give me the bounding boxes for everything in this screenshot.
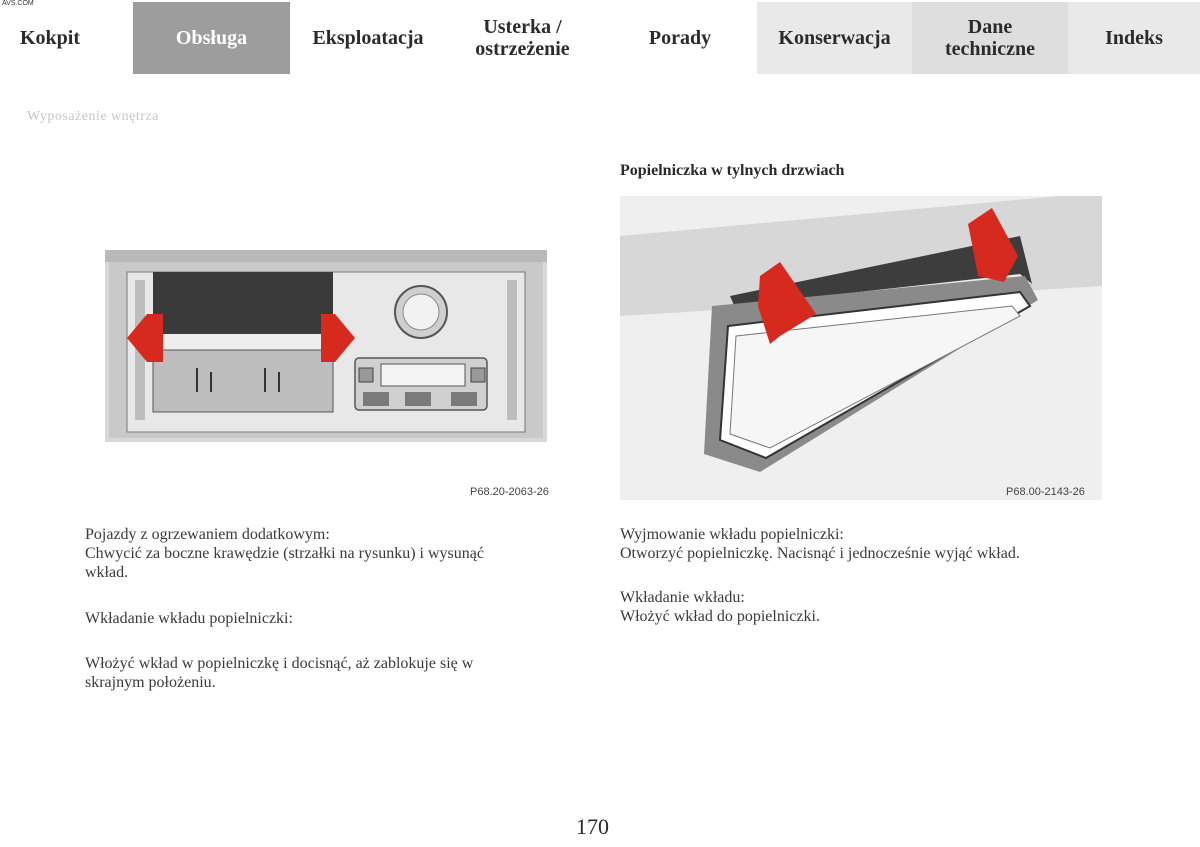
tab-usterka-ostrzezenie[interactable] xyxy=(455,2,590,74)
tab-dane-techniczne[interactable] xyxy=(912,2,1068,74)
figure-code-right: P68.00-2143-26 xyxy=(1006,486,1085,498)
right-p1-line1: Wyjmowanie wkładu popielniczki: xyxy=(620,526,844,543)
figure-front-ashtray xyxy=(105,250,547,442)
left-paragraph-2 xyxy=(85,609,555,628)
tab-label: Dane techniczne xyxy=(945,16,1035,60)
right-p1-line2: Otworzyć popielniczkę. Nacisnąć i jednocześnie wyjąć wkład. xyxy=(620,545,1020,562)
right-paragraph-2 xyxy=(620,588,1120,626)
left-paragraph-1 xyxy=(85,525,555,582)
page-number: 170 xyxy=(576,814,609,839)
right-paragraph-1 xyxy=(620,525,1120,563)
left-p1-line1: Pojazdy z ogrzewaniem dodatkowym: xyxy=(85,526,330,543)
tab-obsluga[interactable] xyxy=(133,2,290,74)
tab-eksploatacja[interactable] xyxy=(295,2,441,74)
tab-label: Konserwacja xyxy=(778,27,891,49)
tab-label: Eksploatacja xyxy=(312,27,424,49)
tab-porady[interactable] xyxy=(610,2,750,74)
tab-indeks[interactable] xyxy=(1068,2,1200,74)
left-p1-line3: wkład. xyxy=(85,564,129,581)
left-paragraph-3 xyxy=(85,654,555,692)
tab-kokpit[interactable] xyxy=(0,2,100,74)
left-p3-line2: skrajnym położeniu. xyxy=(85,674,216,691)
section-title: Wyposażenie wnętrza xyxy=(27,109,159,124)
figure-code-left: P68.20-2063-26 xyxy=(470,486,549,498)
tab-konserwacja[interactable] xyxy=(757,2,912,74)
tab-label: Indeks xyxy=(1105,27,1163,49)
left-p1-line2: Chwycić za boczne krawędzie (strzałki na rysunku) i wysunąć xyxy=(85,545,484,562)
right-p2-line2: Włożyć wkład do popielniczki. xyxy=(620,608,820,625)
tab-label: Usterka / ostrzeżenie xyxy=(475,16,570,60)
tab-label: Obsługa xyxy=(175,27,248,49)
right-column-heading: Popielniczka w tylnych drzwiach xyxy=(620,162,845,179)
tab-label: Kokpit xyxy=(19,27,81,49)
left-p2: Wkładanie wkładu popielniczki: xyxy=(85,610,293,627)
right-p2-line1: Wkładanie wkładu: xyxy=(620,589,745,606)
chapter-navigation xyxy=(0,0,1200,74)
tab-label: Porady xyxy=(648,27,712,49)
left-p3-line1: Włożyć wkład w popielniczkę i docisnąć, aż zablokuje się w xyxy=(85,655,474,672)
corner-tag: AVS.COM xyxy=(2,0,34,7)
figure-rear-door-ashtray xyxy=(620,196,1102,500)
